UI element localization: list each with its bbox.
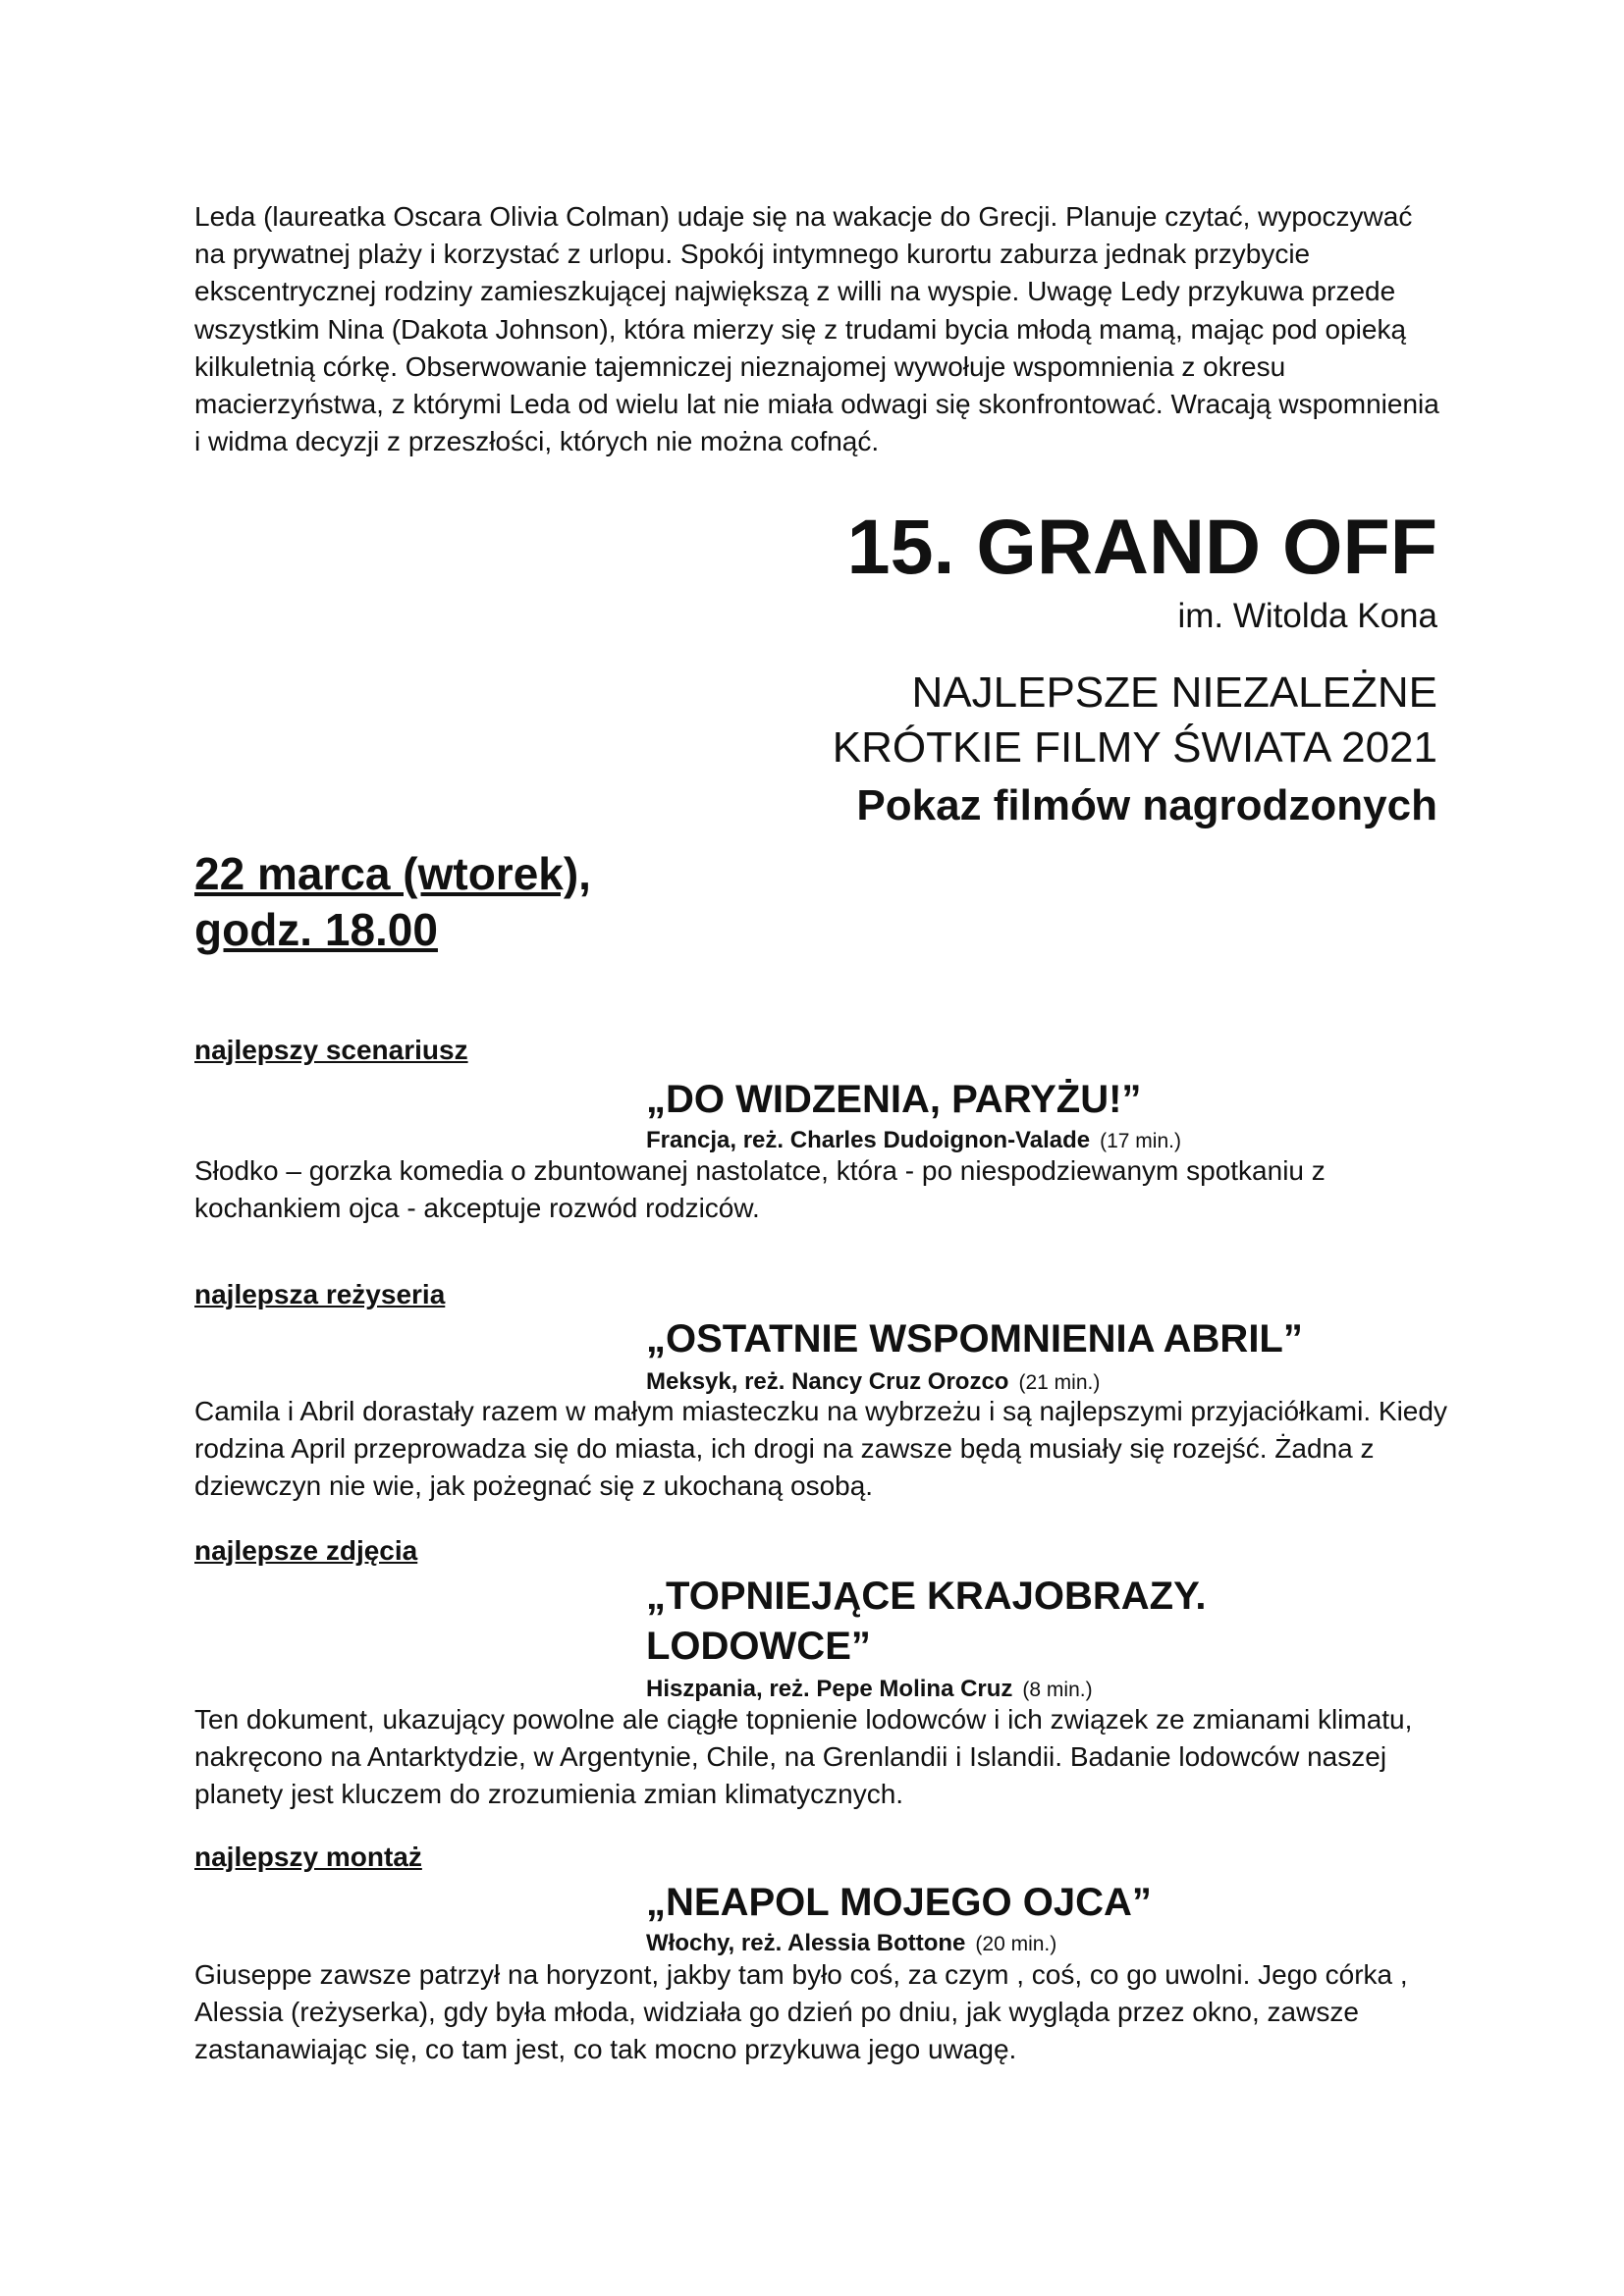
film-description: Giuseppe zawsze patrzył na horyzont, jakby tam było coś, za czym , coś, co go uwolni. Jego córka , Alessia (reżyserka), gdy była młoda, widziała go dzień po dniu, jak wygląda przez okno, zawsze zastanawiając się, co tam jest, co tak mocno przykuwa jego uwagę. [194,1959,1408,2064]
event-date-line: godz. 18.00 [194,904,438,955]
film-duration: (21 min.) [1018,1371,1101,1394]
film-meta [646,1127,1181,1155]
event-award-line: Pokaz filmów nagrodzonych [856,781,1437,829]
event-description [833,666,1437,775]
film-duration: (17 min.) [1100,1130,1181,1152]
film-title-line: „OSTATNIE WSPOMNIENIA ABRIL” [646,1317,1303,1361]
event-description-line: NAJLEPSZE NIEZALEŻNE [911,668,1437,717]
film-title-line: „TOPNIEJĄCE KRAJOBRAZY. [646,1575,1207,1618]
film-title [646,1075,1141,1125]
event-description-line: KRÓTKIE FILMY ŚWIATA 2021 [832,723,1437,772]
film-title [646,1314,1303,1364]
film-meta [646,1930,1056,1958]
film-description: Camila i Abril dorastały razem w małym miasteczku na wybrzeżu i są najlepszymi przyjaciółkami. Kiedy rodzina April przeprowadza się do miasta, ich drogi na zawsze będą musiały się rozejść. Żadna z dziewczyn nie wie, jak pożegnać się z ukochaną osobą. [194,1396,1447,1501]
film-country-director: Hiszpania, reż. Pepe Molina Cruz [646,1676,1013,1702]
film-title [646,1878,1152,1928]
film-category: najlepsza reżyseria [194,1279,446,1309]
film-country-director: Meksyk, reż. Nancy Cruz Orozco [646,1368,1009,1395]
film-category: najlepszy montaż [194,1842,422,1872]
event-subtitle: im. Witolda Kona [1177,597,1437,635]
film-country-director: Francja, reż. Charles Dudoignon-Valade [646,1127,1091,1153]
film-duration: (20 min.) [975,1933,1057,1955]
film-category: najlepszy scenariusz [194,1035,468,1065]
event-title: 15. GRAND OFF [846,503,1437,590]
film-title-line: „NEAPOL MOJEGO OJCA” [646,1881,1152,1924]
event-date-line: 22 marca (wtorek), [194,848,591,899]
film-meta [646,1676,1093,1704]
event-date [194,846,591,958]
film-duration: (8 min.) [1022,1679,1093,1701]
intro-paragraph: Leda (laureatka Oscara Olivia Colman) udaje się na wakacje do Grecji. Planuje czytać, wypoczywać na prywatnej plaży i korzystać z urlopu. Spokój intymnego kurortu zaburza jednak przybycie ekscentrycznej rodziny zamieszkującej największą z willi na wyspie. Uwagę Ledy przykuwa przede wszystkim Nina (Dakota Johnson), która mierzy się z trudami bycia młodą mamą, mając pod opieką kilkuletnią córkę. Obserwowanie tajemniczej nieznajomej wywołuje wspomnienia z okresu macierzyństwa, z którymi Leda od wielu lat nie miała odwagi się skonfrontować. Wracają wspomnienia i widma decyzji z przeszłości, których nie można cofnąć. [194,201,1439,457]
film-title-line: LODOWCE” [646,1625,871,1668]
film-category: najlepsze zdjęcia [194,1535,418,1566]
film-description: Słodko – gorzka komedia o zbuntowanej nastolatce, która - po niespodziewanym spotkaniu z kochankiem ojca - akceptuje rozwód rodziców. [194,1155,1326,1223]
film-description: Ten dokument, ukazujący powolne ale ciągłe topnienie lodowców i ich związek ze zmianami klimatu, nakręcono na Antarktydzie, w Argentynie, Chile, na Grenlandii i Islandii. Badanie lodowców naszej planety jest kluczem do zrozumienia zmian klimatycznych. [194,1704,1413,1809]
film-title-line: „DO WIDZENIA, PARYŻU!” [646,1078,1142,1121]
film-country-director: Włochy, reż. Alessia Bottone [646,1930,966,1956]
film-title [646,1572,1206,1672]
